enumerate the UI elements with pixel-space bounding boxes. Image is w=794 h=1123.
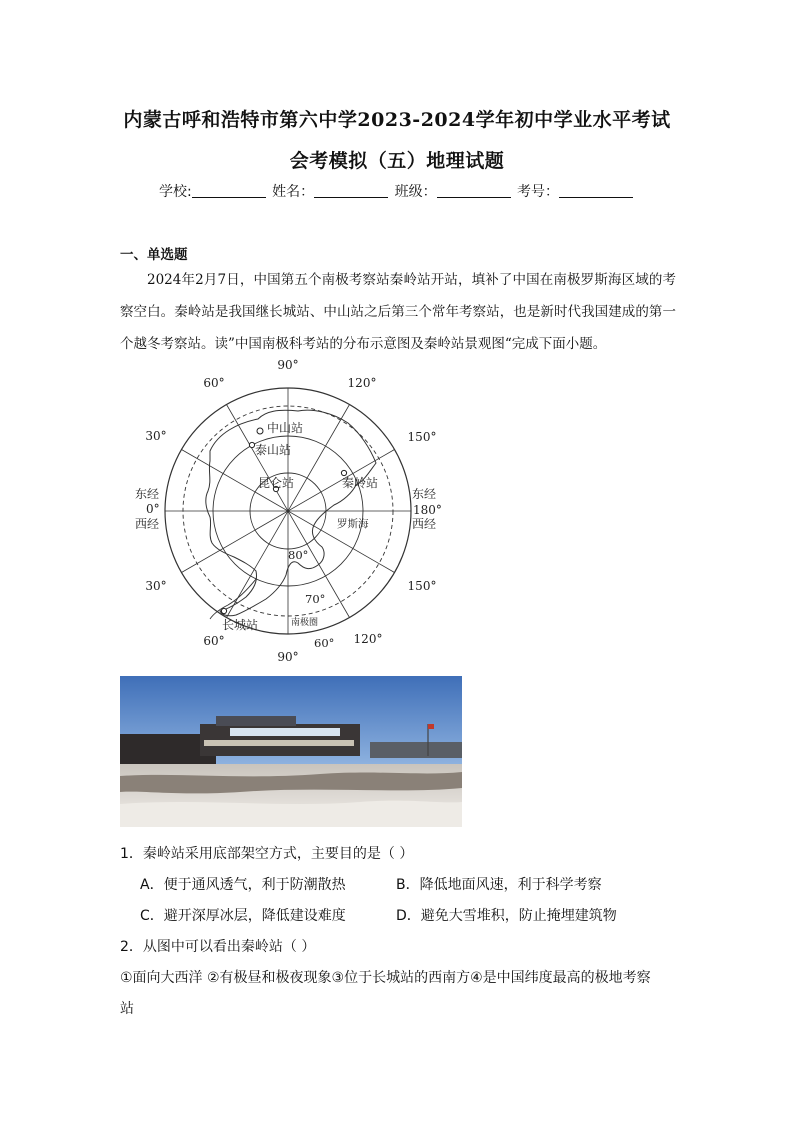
zhongshan-label: 中山站: [267, 421, 304, 435]
passage-text: 2024年2月7日，中国第五个南极考察站秦岭站开站，填补了中国在南极罗斯海区域的考察空白。秦岭站是我国继长城站、中山站之后第三个常年考察站，也是新时代我国建成的第一个越冬考察站。读”中国南极科考站的分布示意图及秦岭站景观图“完成下面小题。: [120, 272, 676, 352]
q2-statements-line-1: ①面向大西洋 ②有极昼和极夜现象③位于长城站的西南方④是中国纬度最高的极地考察: [120, 970, 651, 986]
qinling-station-photo: [120, 676, 462, 827]
exam-number-blank[interactable]: [559, 183, 633, 198]
name-blank[interactable]: [314, 183, 388, 198]
q2-statements-line-2: 站: [120, 1001, 134, 1017]
q1-option-b[interactable]: B．降低地面风速，利于科学考察: [396, 877, 602, 893]
zero-label: 0°: [146, 502, 160, 516]
west-label-right: 西经: [412, 517, 437, 531]
antarctic-circle-label: 南极圈: [291, 618, 319, 628]
school-label: 学校:: [158, 184, 192, 200]
changcheng-label: 长城站: [222, 618, 259, 632]
lon-label-r150u: 150°: [407, 430, 437, 444]
question-1-stem: 秦岭站采用底部架空方式，主要目的是（ ）: [142, 846, 414, 862]
question-1: [120, 843, 413, 863]
question-2-stem: 从图中可以看出秦岭站（ ）: [142, 939, 316, 955]
class-blank[interactable]: [437, 183, 511, 198]
lon-label-bottom: 90°: [277, 650, 299, 664]
taishan-label: 泰山站: [255, 443, 292, 457]
school-blank[interactable]: [192, 183, 266, 198]
section-heading: 一、单选题: [120, 247, 188, 263]
qinling-label: 秦岭站: [342, 476, 379, 490]
q1-option-c[interactable]: C．避开深厚冰层，降低建设难度: [140, 908, 346, 924]
antarctic-station-map: [135, 353, 442, 669]
lon-label-l30u: 30°: [145, 429, 167, 443]
lon-label-l30d: 30°: [145, 579, 167, 593]
lon-label-lr120: 120°: [353, 632, 383, 646]
lon-label-ul60: 60°: [203, 376, 225, 390]
question-2-number: 2．: [120, 939, 143, 955]
east-label-left: 东经: [135, 487, 160, 501]
zhongshan-station-marker: [257, 428, 263, 434]
class-label: 班级：: [394, 184, 437, 200]
east-label-right: 东经: [412, 487, 437, 501]
changcheng-station-marker: [221, 608, 226, 613]
one80-label: 180°: [413, 503, 442, 517]
student-info-row: [0, 181, 794, 201]
west-label-left: 西经: [135, 517, 160, 531]
peninsula-outline: [210, 579, 256, 619]
question-1-number: 1．: [120, 846, 143, 862]
title-line-2: 会考模拟（五）地理试题: [289, 150, 505, 172]
lat-label-80: 80°: [288, 548, 309, 562]
lon-label-ur120: 120°: [347, 376, 377, 390]
qinling-station-marker: [341, 470, 346, 475]
lon-label-ll60: 60°: [203, 634, 225, 648]
title-line-1: 内蒙古呼和浩特市第六中学2023-2024学年初中学业水平考试: [123, 109, 671, 131]
taishan-station-marker: [249, 442, 254, 447]
kunlun-label: 昆仑站: [258, 476, 295, 490]
lat-label-70: 70°: [305, 592, 326, 606]
q1-option-a[interactable]: A．便于通风透气，利于防潮散热: [140, 877, 346, 893]
ross-sea-label: 罗斯海: [337, 518, 369, 530]
q1-option-d[interactable]: D．避免大雪堆积，防止掩埋建筑物: [396, 908, 617, 924]
exam-number-label: 考号：: [517, 184, 560, 200]
lat-label-60: 60°: [314, 636, 335, 650]
lon-label-r150d: 150°: [407, 579, 437, 593]
question-2: [120, 936, 315, 956]
name-label: 姓名：: [272, 184, 315, 200]
lon-label-top: 90°: [277, 358, 299, 372]
